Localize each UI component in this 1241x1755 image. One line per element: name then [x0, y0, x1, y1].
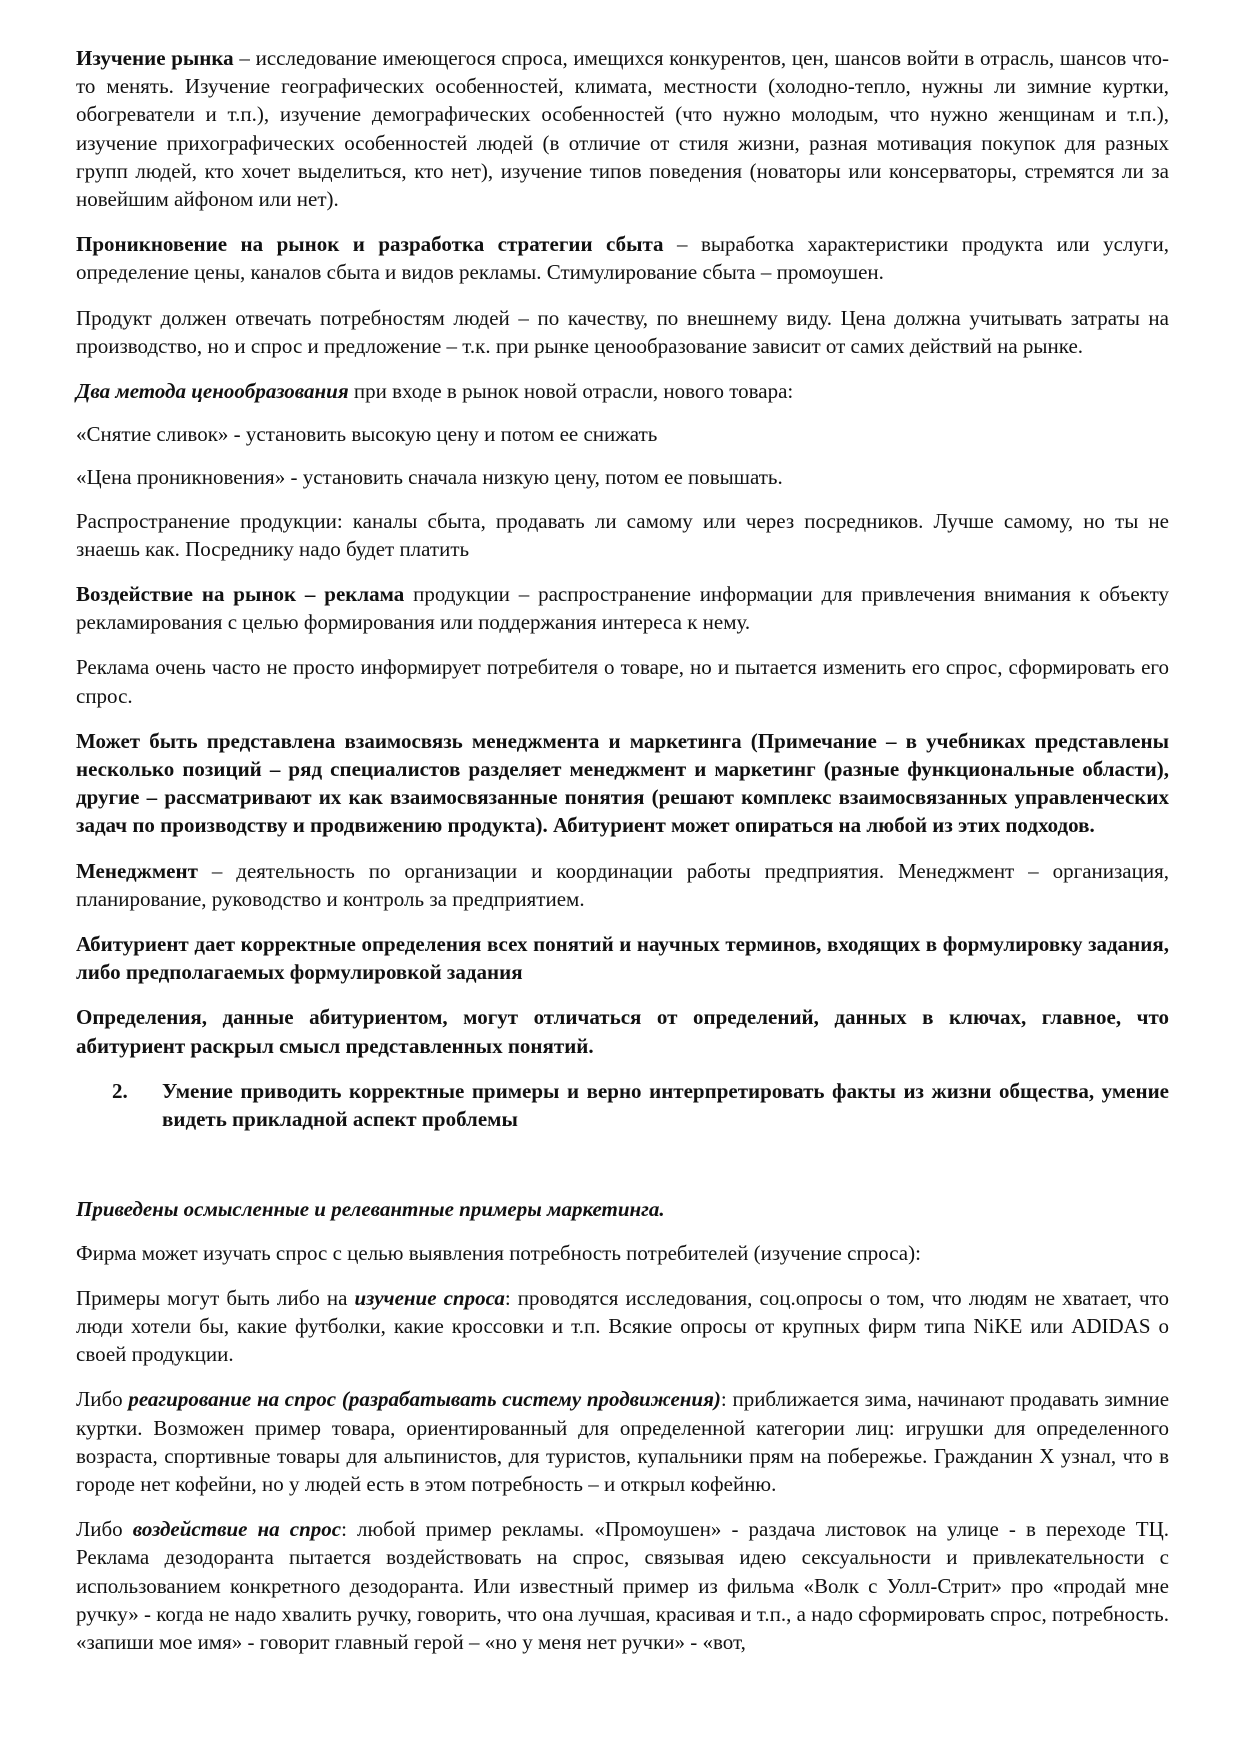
- paragraph-demand-study-intro: Фирма может изучать спрос с целью выявления потребность потребителей (изучение спроса):: [76, 1240, 921, 1265]
- term-market-research: Изучение рынка: [76, 46, 234, 70]
- paragraph-lead: Примеры могут быть либо на: [76, 1285, 355, 1310]
- paragraph-market-research: [76, 44, 1169, 213]
- term-market-impact: Воздействие на рынок: [76, 582, 297, 607]
- term-market-penetration: Проникновение на рынок и разработка стратегии сбыта: [76, 232, 664, 257]
- paragraph-market-penetration: [76, 230, 1169, 286]
- paragraph-advertising-note: Реклама очень часто не просто информирует потребителя о товаре, но и пытается изменить его спрос, сформировать его спрос.: [76, 655, 1169, 708]
- term-demand-study: изучение спроса: [354, 1285, 505, 1310]
- term-dash: –: [296, 582, 325, 607]
- paragraph-text: : приближается зима, начинают продавать зимние куртки. Возможен пример товара, ориентированный для определенной категории лиц: игрушки для определенного возраста, спортивные товары для альпинистов, для туристов, купальники прям на побережье. Гражданин X узнал, что в городе нет кофейни, но у людей есть в этом потребность – и открыл кофейню.: [76, 1387, 1170, 1496]
- list-item-text: Умение приводить корректные примеры и верно интерпретировать факты из жизни общества, умение видеть прикладной аспект проблемы: [162, 1078, 1169, 1132]
- list-number: 2.: [112, 1078, 128, 1103]
- paragraph-text: продукции – распространение информации для привлечения внимания к объекту рекламирования с целью формирования или поддержания интереса к нему.: [76, 582, 1169, 635]
- paragraph-criteria-meaning: Определения, данные абитуриентом, могут отличаться от определений, данных в ключах, главное, что абитуриент раскрыл смысл представленных понятий.: [76, 1005, 1169, 1058]
- paragraph-lead: Либо: [76, 1517, 133, 1542]
- paragraph-demand-study: [76, 1284, 1169, 1369]
- paragraph-product-price: Продукт должен отвечать потребностям людей – по качеству, по внешнему виду. Цена должна учитывать затраты на производство, но и спрос и предложение – т.к. при рынке ценообразование зависит от самих действий на рынке.: [76, 305, 1169, 358]
- paragraph-skimming: «Снятие сливок» - установить высокую цену и потом ее снижать: [76, 422, 658, 447]
- paragraph-demand-response: [76, 1385, 1169, 1498]
- paragraph-advertising: [76, 580, 1169, 636]
- numbered-item-2: [76, 1077, 1169, 1133]
- paragraph-text: : любой пример рекламы. «Промоушен» - раздача листовок на улице - в переходе ТЦ. Реклама дезодоранта пытается воздействовать на спрос, связывая идею сексуальности и привлекательности с использованием конкретного дезодоранта. Или известный пример из фильма «Волк с Уолл-Стрит» про «продай мне ручку» - когда не надо хвалить ручку, говорить, что она лучшая, красивая и т.п., а надо сформировать спрос, потребность. «запиши мое имя» - говорит главный герой – «но у меня нет ручки» - «вот,: [76, 1517, 1169, 1654]
- paragraph-text: – исследование имеющегося спроса, имещихся конкурентов, цен, шансов войти в отрасль, шансов что-то менять. Изучение географических особенностей, климата, местности (холодно-тепло, нужны ли зимние куртки, обогреватели и т.п.), изучение демографических особенностей (что нужно молодым, что нужно женщинам и т.п.), изучение прихографических особенностей людей (в отличие от стиля жизни, разная мотивация покупок для разных групп людей, кто хочет выделиться, кто нет), изучение типов поведения (новаторы или консерваторы, стремятся ли за новейшим айфоном или нет).: [76, 46, 1169, 212]
- paragraph-pricing-methods: [76, 377, 1169, 405]
- term-advertising: реклама: [324, 582, 405, 607]
- paragraph-text: при входе в рынок новой отрасли, нового товара:: [348, 379, 794, 404]
- paragraph-text: : проводятся исследования, соц.опросы о том, что людям не хватает, что люди хотели бы, какие футболки, какие кроссовки и т.п. Всякие опросы от крупных фирм типа NiKE или ADIDAS о своей продукции.: [76, 1285, 1169, 1367]
- paragraph-criteria-definitions: Абитуриент дает корректные определения всех понятий и научных терминов, входящих в формулировку задания, либо предполагаемых формулировкой задания: [76, 932, 1169, 985]
- paragraph-examples-heading: [76, 1195, 1169, 1223]
- examples-heading: Приведены осмысленные и релевантные примеры маркетинга.: [76, 1197, 665, 1222]
- term-demand-impact: воздействие на спрос: [132, 1517, 342, 1542]
- paragraph-management: [76, 857, 1169, 913]
- paragraph-text: – выработка характеристики продукта или услуги, определение цены, каналов сбыта и видов рекламы. Стимулирование сбыта – промоушен.: [76, 232, 1169, 285]
- paragraph-penetration-price: «Цена проникновения» - установить сначала низкую цену, потом ее повышать.: [76, 465, 783, 490]
- term-demand-response: реагирование на спрос (разрабатывать систему продвижения): [128, 1387, 721, 1412]
- term-management: Менеджмент: [76, 858, 198, 883]
- paragraph-demand-impact: [76, 1515, 1169, 1656]
- paragraph-distribution: Распространение продукции: каналы сбыта, продавать ли самому или через посредников. Лучше самому, но ты не знаешь как. Посреднику надо будет платить: [76, 508, 1169, 561]
- term-pricing-methods: Два метода ценообразования: [76, 379, 349, 404]
- paragraph-lead: Либо: [76, 1387, 129, 1412]
- paragraph-management-marketing-note: Может быть представлена взаимосвязь менеджмента и маркетинга (Примечание – в учебниках представлены несколько позиций – ряд специалистов разделяет менеджмент и маркетинг (разные функциональные области), другие – рассматривают их как взаимосвязанные понятия (решают комплекс взаимосвязанных управленческих задач по производству и продвижению продукта). Абитуриент может опираться на любой из этих подходов.: [76, 728, 1169, 838]
- paragraph-text: – деятельность по организации и координации работы предприятия. Менеджмент – организация, планирование, руководство и контроль за предприятием.: [76, 858, 1169, 911]
